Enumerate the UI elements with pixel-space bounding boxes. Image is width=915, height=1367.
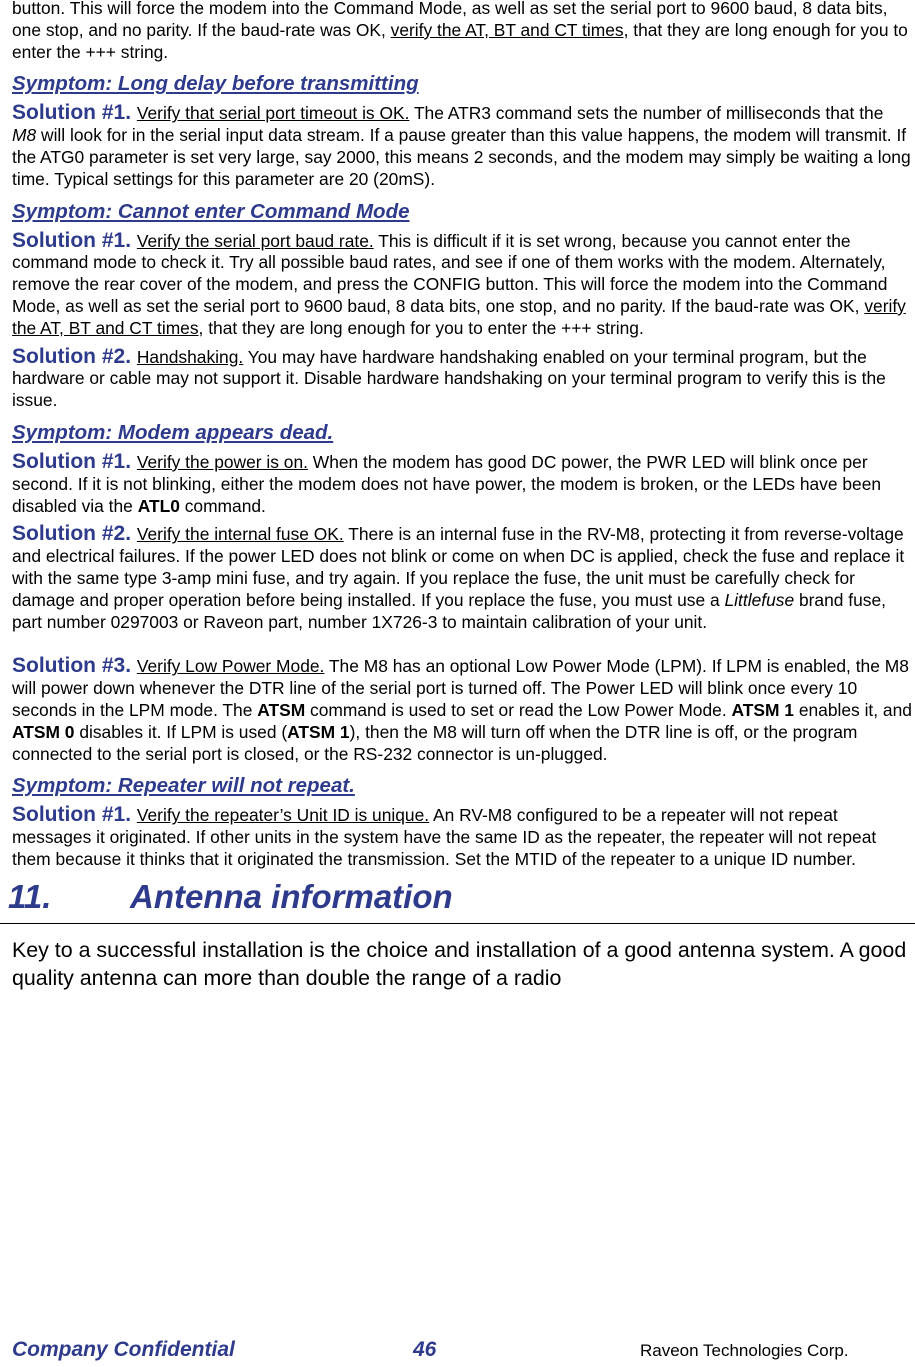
solution-text: You may have hardware handshaking enabled on your terminal program, but the hardware or cable may not support it. Disable hardware handshaking on your terminal program to verify this is the issue. <box>12 346 886 411</box>
solution-text: brand fuse, part number 0297003 or Raveon part, number 1X726-3 to maintain calibration of your unit. <box>12 589 886 632</box>
solution-text: When the modem has good DC power, the PWR LED will blink once per second. If it is not blinking, either the modem does not have power, the modem is broken, or the LEDs have been disabled via the <box>12 451 882 516</box>
solution-bold: ATSM <box>257 699 306 720</box>
solution-text: enables it, and <box>793 699 912 720</box>
solution-lead: Verify the power is on. <box>136 451 308 472</box>
fragment-underlined: verify the AT, BT and CT times, <box>390 19 629 40</box>
solution-bold: ATSM 0 <box>12 721 75 742</box>
solution-block: Solution #1. Verify the serial port baud rate. This is difficult if it is set wrong, because you cannot enter the command mode to check it. Try all possible baud rates, and see if one of them works with the modem. Alternately, remove the rear cover of the modem, and press the CONFIG button. This will force the modem into the Command Mode, as well as set the serial port to 9600 baud, 8 data bits, one stop, and no parity. If the baud-rate was OK, verify the AT, BT and CT times, that they are long enough for you to enter the +++ string. <box>12 228 906 338</box>
solution-text: ), then the M8 will turn off when the DTR line is off, or the program connected to the serial port is closed, or the RS-232 connector is un-plugged. <box>12 721 858 764</box>
solution-lead: Verify that serial port timeout is OK. <box>136 103 410 124</box>
solution-text: command is used to set or read the Low Power Mode. <box>305 699 732 720</box>
solution-block: Solution #1. Verify the repeater’s Unit ID is unique. An RV-M8 configured to be a repeater will not repeat messages it originated. If other units in the system have the same ID as the repeater, the repeater will not repeat them because it thinks that it originated the transmission. Set the MTID of the repeater to a unique ID number. <box>12 803 877 869</box>
solution-text: disables it. If LPM is used ( <box>74 721 288 742</box>
solution-text: The ATR3 command sets the number of milliseconds that the <box>409 103 884 124</box>
solution-lead: Verify the internal fuse OK. <box>136 524 344 545</box>
solution-bold: ATSM 1 <box>731 699 794 720</box>
solution-lead: Handshaking. <box>136 346 244 367</box>
solution-italic: M8 <box>12 125 37 146</box>
fragment-text-end: that they are long enough for you to enter the +++ string. <box>12 19 908 62</box>
solution-text: that they are long enough for you to enter the +++ string. <box>203 317 644 338</box>
solution-text: will look for in the serial input data stream. If a pause greater than this value happens, the modem will transmit. If the ATG0 parameter is set very large, say 2000, this means 2 seconds, and the modem may simply be waiting a long time. Typical settings for this parameter are 20 (20mS). <box>12 125 911 189</box>
solution-label: Solution #3 <box>12 654 126 678</box>
solution-block: Solution #1. Verify that serial port timeout is OK. The ATR3 command sets the number of milliseconds that the M8 will look for in the serial input data stream. If a pause greater than this value happens, the modem will transmit. If the ATG0 parameter is set very large, say 2000, this means 2 seconds, and the modem may simply be waiting a long time. Typical settings for this parameter are 20 (20mS). <box>12 101 911 189</box>
solution-italic: Littlefuse <box>724 589 795 610</box>
solution-label: Solution #1 <box>12 803 126 827</box>
solution-lead: Verify Low Power Mode. <box>136 656 325 677</box>
symptom-heading-long-delay: Symptom: Long delay before transmitting <box>12 72 419 96</box>
footer-page-number: 46 <box>413 1338 437 1361</box>
footer-company: Raveon Technologies Corp. <box>640 1341 849 1360</box>
solution-label: Solution #2 <box>12 344 126 368</box>
section-divider <box>0 923 915 924</box>
section-heading-antenna <box>0 877 915 917</box>
symptom-heading-repeater: Symptom: Repeater will not repeat. <box>12 774 355 798</box>
solution-block: Solution #2. Handshaking. You may have hardware handshaking enabled on your terminal program, but the hardware or cable may not support it. Disable hardware handshaking on your terminal program to verify this is the issue. <box>12 344 886 411</box>
symptom-heading-modem-dead: Symptom: Modem appears dead. <box>12 420 334 444</box>
antenna-intro: Key to a successful installation is the choice and installation of a good antenna system. A good quality antenna can more than double the range of a radio <box>12 937 907 990</box>
solution-text: The M8 has an optional Low Power Mode (LPM). If LPM is enabled, the M8 will power down whenever the DTR line of the serial port is turned off. The Power LED will blink once every 10 seconds in the LPM mode. The <box>12 656 909 720</box>
fragment-text: button. This will force the modem into the Command Mode, as well as set the serial port to 9600 baud, 8 data bits, one stop, and no parity. If the baud-rate was OK, <box>12 0 888 40</box>
solution-label: Solution #1 <box>12 101 126 125</box>
page-footer <box>0 1338 915 1366</box>
solution-text: command. <box>179 495 266 516</box>
solution-lead: Verify the serial port baud rate. <box>136 230 374 251</box>
section-number: 11. <box>8 877 52 915</box>
section-title: Antenna information <box>130 877 453 915</box>
solution-block: Solution #2. Verify the internal fuse OK. There is an internal fuse in the RV-M8, protecting it from reverse-voltage and electrical failures. If the power LED does not blink or come on when DC is applied, check the fuse and replace it with the same type 3-amp mini fuse, and try again. If you replace the fuse, the unit must be carefully check for damage and proper operation before being installed. If you replace the fuse, you must use a Littlefuse brand fuse, part number 0297003 or Raveon part, number 1X726-3 to maintain calibration of your unit. <box>12 522 905 632</box>
symptom-heading-command-mode: Symptom: Cannot enter Command Mode <box>12 199 410 223</box>
solution-bold: ATSM 1 <box>287 721 350 742</box>
solution-label: Solution #1 <box>12 449 126 473</box>
solution-label: Solution #1 <box>12 228 126 252</box>
solution-lead: Verify the repeater’s Unit ID is unique. <box>136 805 430 826</box>
solution-block: Solution #1. Verify the power is on. When the modem has good DC power, the PWR LED will blink once per second. If it is not blinking, either the modem does not have power, the modem is broken, or the LEDs have been disabled via the ATL0 command. <box>12 449 882 516</box>
solution-block: Solution #3. Verify Low Power Mode. The M8 has an optional Low Power Mode (LPM). If LPM is enabled, the M8 will power down whenever the DTR line of the serial port is turned off. The Power LED will blink once every 10 seconds in the LPM mode. The ATSM command is used to set or read the Low Power Mode. ATSM 1 enables it, and ATSM 0 disables it. If LPM is used (ATSM 1), then the M8 will turn off when the DTR line is off, or the program connected to the serial port is closed, or the RS-232 connector is un-plugged. <box>12 654 912 764</box>
footer-confidential: Company Confidential <box>12 1338 235 1361</box>
solution-text: This is difficult if it is set wrong, because you cannot enter the command mode to check it. Try all possible baud rates, and see if one of them works with the modem. Alternately, remove the rear cover of the modem, and press the CONFIG button. This will force the modem into the Command Mode, as well as set the serial port to 9600 baud, 8 data bits, one stop, and no parity. If the baud-rate was OK, <box>12 230 888 316</box>
top-paragraph-fragment <box>0 0 912 63</box>
solution-text: An RV-M8 configured to be a repeater will not repeat messages it originated. If other units in the system have the same ID as the repeater, the repeater will not repeat them because it thinks that it originated the transmission. Set the MTID of the repeater to a unique ID number. <box>12 805 877 869</box>
solution-text: There is an internal fuse in the RV-M8, protecting it from reverse-voltage and electrical failures. If the power LED does not blink or come on when DC is applied, check the fuse and replace it with the same type 3-amp mini fuse, and try again. If you replace the fuse, the unit must be carefully check for damage and proper operation before being installed. If you replace the fuse, you must use a <box>12 524 905 610</box>
solution-label: Solution #2 <box>12 522 126 546</box>
solution-bold: ATL0 <box>137 495 180 516</box>
solution-underlined: verify the AT, BT and CT times, <box>12 295 906 338</box>
